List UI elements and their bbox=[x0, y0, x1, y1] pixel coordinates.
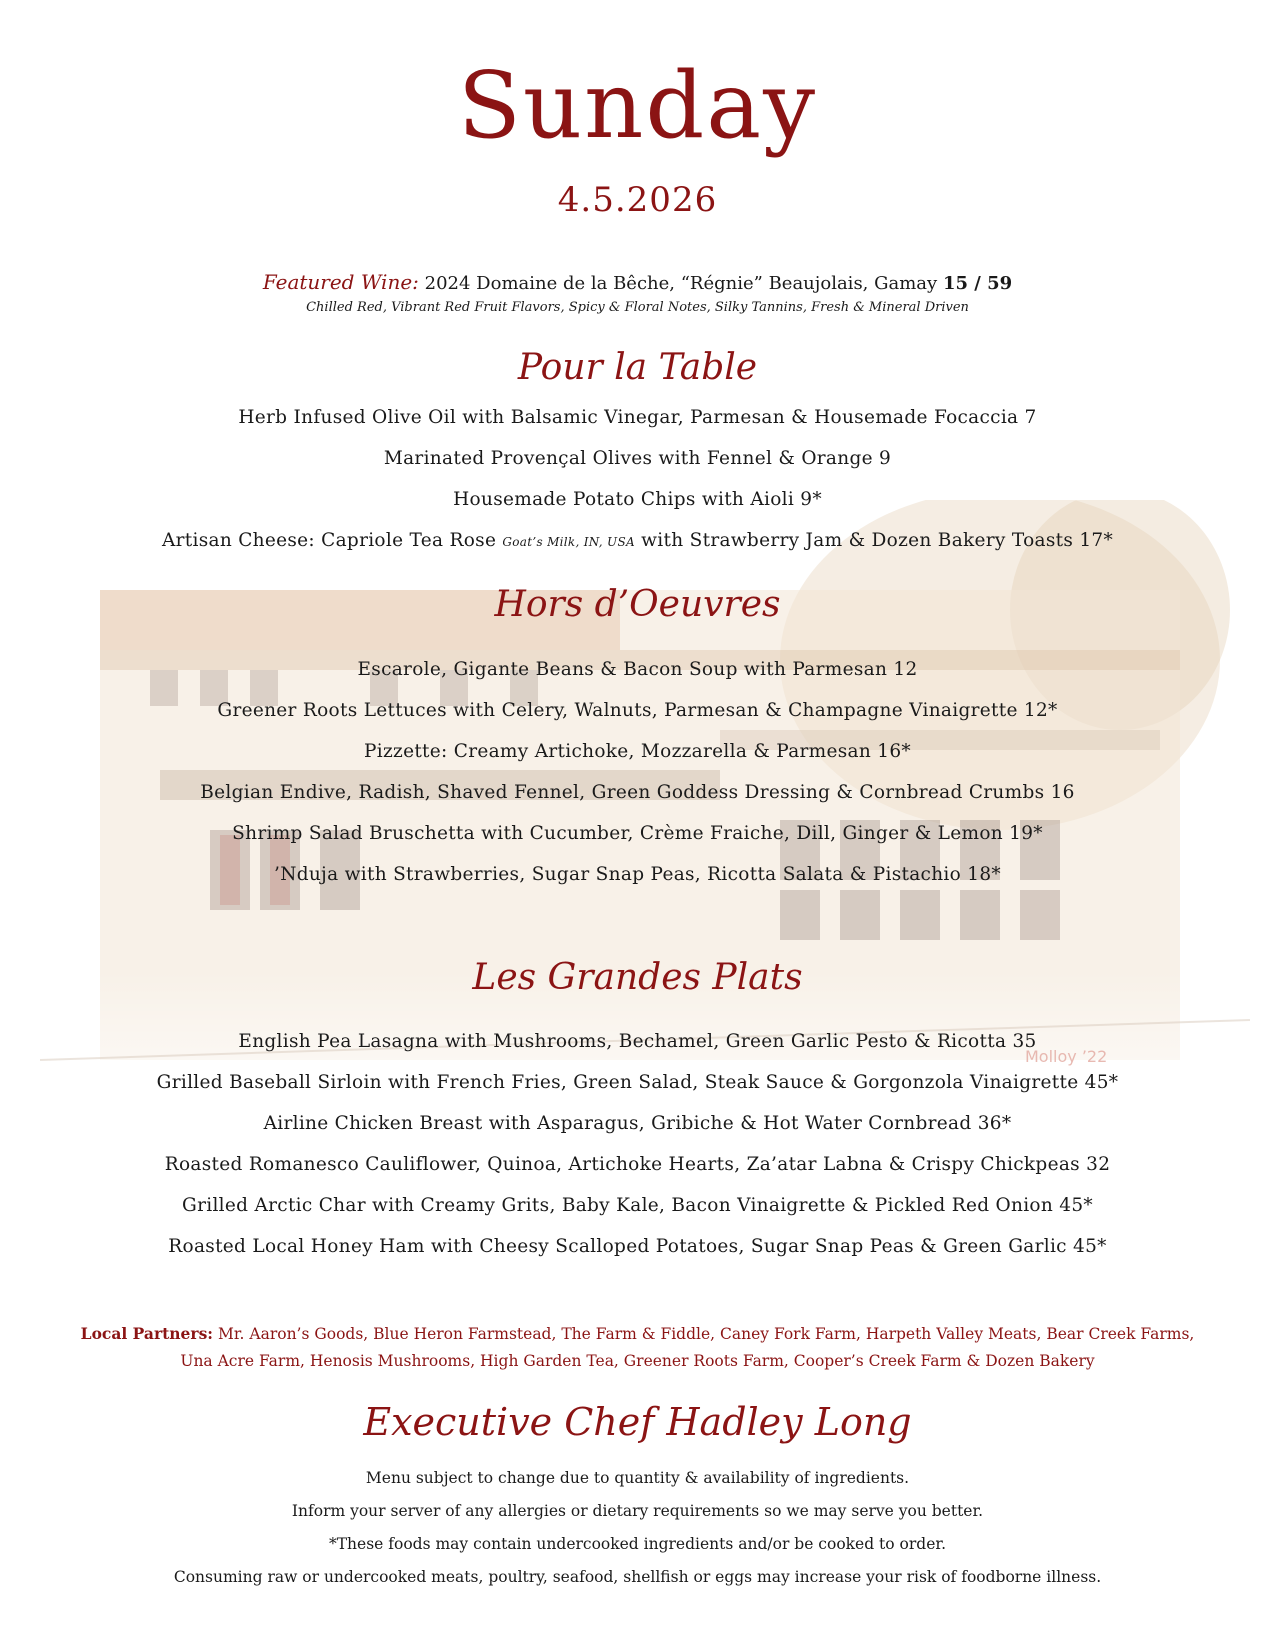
list-item: Airline Chicken Breast with Asparagus, Gribiche & Hot Water Cornbread 36* bbox=[263, 1113, 1012, 1134]
list-item: Shrimp Salad Bruschetta with Cucumber, Crème Fraiche, Dill, Ginger & Lemon 19* bbox=[232, 823, 1043, 844]
list-item: English Pea Lasagna with Mushrooms, Bechamel, Green Garlic Pesto & Ricotta 35 bbox=[238, 1031, 1037, 1052]
footer-note: Inform your server of any allergies or dietary requirements so we may serve you better. bbox=[291, 1502, 984, 1520]
list-item: Roasted Romanesco Cauliflower, Quinoa, Artichoke Hearts, Za’atar Labna & Crispy Chickpeas 32 bbox=[164, 1154, 1111, 1175]
local-partners-label: Local Partners: bbox=[80, 1324, 214, 1343]
list-item: Grilled Baseball Sirloin with French Fries, Green Salad, Steak Sauce & Gorgonzola Vinaigrette 45* bbox=[156, 1072, 1119, 1093]
featured-wine-label: Featured Wine: bbox=[262, 270, 419, 294]
list-item: ’Nduja with Strawberries, Sugar Snap Peas, Ricotta Salata & Pistachio 18* bbox=[274, 864, 1001, 885]
footer-note: *These foods may contain undercooked ingredients and/or be cooked to order. bbox=[328, 1535, 947, 1553]
cheese-suffix: with Strawberry Jam & Dozen Bakery Toasts 17* bbox=[641, 530, 1114, 551]
list-item: Marinated Provençal Olives with Fennel & Orange 9 bbox=[383, 448, 892, 469]
list-item: Escarole, Gigante Beans & Bacon Soup with Parmesan 12 bbox=[357, 659, 918, 680]
local-partners bbox=[0, 1320, 1275, 1375]
list-item: Housemade Potato Chips with Aioli 9* bbox=[453, 489, 822, 510]
featured-wine-notes: Chilled Red, Vibrant Red Fruit Flavors, Spicy & Floral Notes, Silky Tannins, Fresh & Mineral Driven bbox=[306, 300, 969, 315]
list-item: Roasted Local Honey Ham with Cheesy Scalloped Potatoes, Sugar Snap Peas & Green Garlic 45* bbox=[168, 1236, 1107, 1257]
page-title: Sunday bbox=[457, 52, 818, 159]
list-item: Pizzette: Creamy Artichoke, Mozzarella & Parmesan 16* bbox=[364, 741, 911, 762]
executive-chef: Executive Chef Hadley Long bbox=[363, 1400, 912, 1444]
hors-doeuvres-list bbox=[0, 649, 1275, 895]
list-item: Herb Infused Olive Oil with Balsamic Vinegar, Parmesan & Housemade Focaccia 7 bbox=[238, 407, 1037, 428]
footer-note: Menu subject to change due to quantity & availability of ingredients. bbox=[365, 1469, 910, 1487]
featured-wine-name: 2024 Domaine de la Bêche, “Régnie” Beaujolais, Gamay bbox=[424, 273, 938, 294]
footer-note: Consuming raw or undercooked meats, poultry, seafood, shellfish or eggs may increase your risk of foodborne illness. bbox=[173, 1568, 1102, 1586]
featured-wine bbox=[0, 270, 1275, 294]
list-item: Belgian Endive, Radish, Shaved Fennel, Green Goddess Dressing & Cornbread Crumbs 16 bbox=[200, 782, 1075, 803]
artist-signature: Molloy ’22 bbox=[1025, 1047, 1108, 1066]
featured-wine-price: 15 / 59 bbox=[942, 273, 1013, 294]
list-item: Greener Roots Lettuces with Celery, Walnuts, Parmesan & Champagne Vinaigrette 12* bbox=[217, 700, 1058, 721]
footer-notes bbox=[0, 1462, 1275, 1594]
cheese-prefix: Artisan Cheese: Capriole Tea Rose bbox=[161, 530, 497, 551]
section-title-les-grandes-plats: Les Grandes Plats bbox=[472, 957, 803, 998]
list-item bbox=[0, 520, 1275, 561]
menu-date: 4.5.2026 bbox=[557, 180, 718, 220]
pour-la-table-list bbox=[0, 397, 1275, 561]
local-partners-line2: Una Acre Farm, Henosis Mushrooms, High Garden Tea, Greener Roots Farm, Cooper’s Creek Farm & Dozen Bakery bbox=[180, 1352, 1095, 1370]
section-title-hors-doeuvres: Hors d’Oeuvres bbox=[494, 584, 781, 625]
section-title-pour-la-table: Pour la Table bbox=[517, 347, 758, 388]
list-item: Grilled Arctic Char with Creamy Grits, Baby Kale, Bacon Vinaigrette & Pickled Red Onion 45* bbox=[182, 1195, 1093, 1216]
cheese-origin: Goat’s Milk, IN, USA bbox=[502, 535, 635, 549]
les-grandes-plats-list bbox=[0, 1021, 1275, 1267]
local-partners-line1: Mr. Aaron’s Goods, Blue Heron Farmstead, The Farm & Fiddle, Caney Fork Farm, Harpeth Valley Meats, Bear Creek Farms, bbox=[217, 1325, 1195, 1343]
